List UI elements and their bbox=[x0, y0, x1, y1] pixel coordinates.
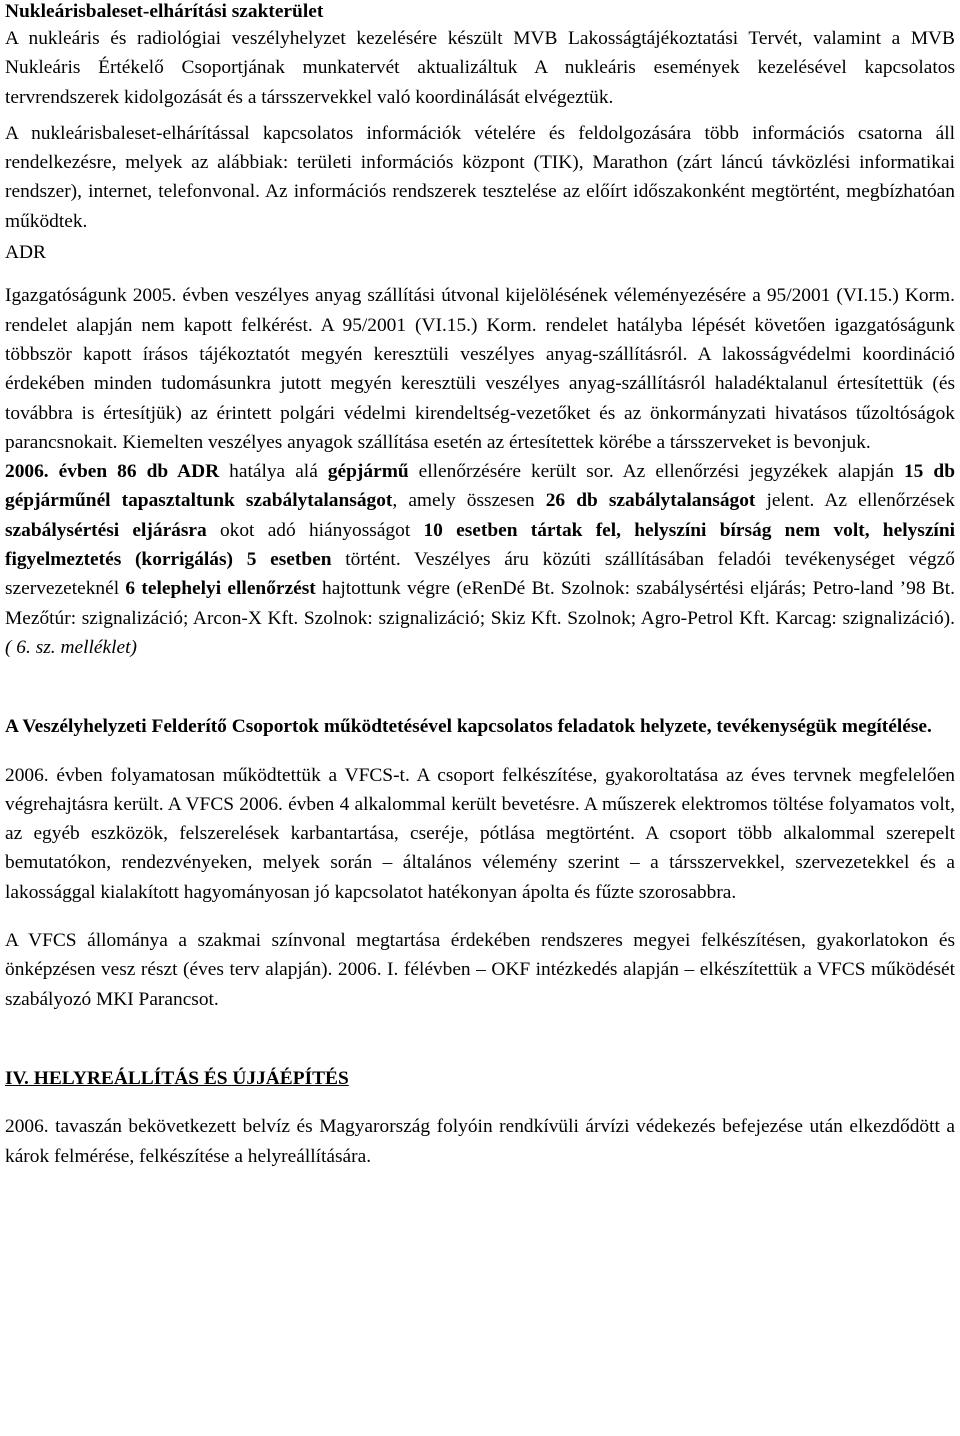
adr-site-inspections: 6 telephelyi ellenőrzést bbox=[125, 578, 316, 600]
paragraph-vfcs-training: A VFCS állománya a szakmai színvonal megtartása érdekében rendszeres megyei felkészítésen, gyakorlatokon és önképzésen vesz részt (éves terv alapján). 2006. I. félévben – OKF intézkedés alapján – elkészítettük a VFCS működését szabályozó MKI Parancsot. bbox=[5, 930, 955, 1010]
adr-vehicle-term: gépjármű bbox=[327, 461, 409, 483]
adr-irregular-vehicles: 15 db gépjárműnél tapasztaltunk szabálytalanságot bbox=[5, 461, 955, 512]
adr-case-summary: 10 esetben tártak fel, helyszíni bírság nem volt, helyszíni figyelmeztetés (korrigálás) 5 esetben bbox=[5, 519, 955, 571]
paragraph-restoration: 2006. tavaszán bekövetkezett belvíz és Magyarország folyóin rendkívüli árvízi védekezés befejezése után elkezdődött a károk felmérése, felkészítése a helyreállítására. bbox=[5, 1116, 955, 1167]
adr-annex-reference: ( 6. sz. melléklet) bbox=[5, 636, 137, 658]
adr-text-segment: hatálya alá bbox=[219, 461, 328, 483]
adr-text-segment: jelent. Az ellenőrzések bbox=[755, 490, 955, 512]
paragraph-vfcs-operation: 2006. évben folyamatosan működtettük a VFCS-t. A csoport felkészítése, gyakoroltatása az éves tervnek megfelelően végrehajtásra került. A VFCS 2006. évben 4 alkalommal került bevetésre. A műszerek elektromos töltése folyamatos volt, az egyéb eszközök, felszerelések karbantartása, cseréje, pótlása megtörtént. A csoport több alkalommal szerepelt bemutatókon, rendezvényeken, melyek során – általános vélemény szerint – a társszervekkel, szervezetekkel és a lakossággal kialakított hagyományosan jó kapcsolatot hatékonyan ápolta és fűzte szorosabbra. bbox=[5, 764, 955, 903]
adr-text-segment: hajtottunk végre (eRenDé Bt. Szolnok: szabálysértési eljárás; Petro-land ’98 Bt. Mezőtúr: szignalizáció; Arcon-X Kft. Szolnok: szignalizáció; Skiz Kft. Szolnok; Agro-Petrol Kft. Karcag: szignalizáció). bbox=[5, 578, 955, 629]
paragraph-adr-inspections bbox=[5, 457, 955, 662]
section-title-vfcs: A Veszélyhelyzeti Felderítő Csoportok működtetésével kapcsolatos feladatok helyzete, tevékenységük megítélése. bbox=[5, 716, 932, 738]
adr-text-segment: ellenőrzésére került sor. Az ellenőrzési jegyzékek alapján bbox=[408, 461, 904, 483]
section-title-adr: ADR bbox=[5, 242, 46, 264]
adr-text-segment: , amely összesen bbox=[392, 490, 546, 512]
section-title-nuclear: Nukleárisbaleset-elhárítási szakterület bbox=[5, 1, 324, 22]
paragraph-nuclear-plans: A nukleáris és radiológiai veszélyhelyzet kezelésére készült MVB Lakosságtájékoztatási Tervét, valamint a MVB Nukleáris Értékelő Csoportjának munkatervét aktualizáltuk A nukleáris események kezelésével kapcsolatos tervrendszerek kidolgozását és a társszervekkel való koordinálását elvégeztük. bbox=[5, 28, 955, 108]
paragraph-nuclear-information: A nukleárisbaleset-elhárítással kapcsolatos információk vételére és feldolgozására több információs csatorna áll rendelkezésre, melyek az alábbiak: területi információs központ (TIK), Marathon (zárt láncú távközlési informatikai rendszer), internet, telefonvonal. Az információs rendszerek tesztelése az előírt időszakonként megtörtént, megbízhatóan működtek. bbox=[5, 122, 955, 232]
adr-text-segment: történt. Veszélyes áru közúti szállításában feladói tevékenységet végző szervezeteknél bbox=[5, 549, 955, 600]
adr-inspection-count: 2006. évben 86 db ADR bbox=[5, 461, 220, 483]
adr-irregularity-total: 26 db szabálytalanságot bbox=[545, 490, 756, 512]
adr-text-segment: okot adó hiányosságot bbox=[206, 519, 424, 541]
section-title-restoration: IV. HELYREÁLLÍTÁS ÉS ÚJJÁÉPÍTÉS bbox=[5, 1067, 349, 1089]
adr-offence-procedure: szabálysértési eljárásra bbox=[5, 519, 207, 541]
paragraph-adr-route: Igazgatóságunk 2005. évben veszélyes anyag szállítási útvonal kijelölésének véleményezésére a 95/2001 (VI.15.) Korm. rendelet alapján nem kapott felkérést. A 95/2001 (VI.15.) Korm. rendelet hatályba lépését követően igazgatóságunk többször kapott írásos tájékoztatót megyén keresztüli veszélyes anyag-szállításról. A lakosságvédelmi koordináció érdekében minden tudomásunkra jutott megyén keresztüli veszélyes anyag-szállításról haladéktalanul értesítettük (és továbbra is értesítjük) az érintett polgári védelmi kirendeltség-vezetőket és az önkormányzati hivatásos tűzoltóságok parancsnokait. Kiemelten veszélyes anyagok szállítása esetén az értesítettek körébe a társszerveket is bevonjuk. bbox=[5, 285, 955, 453]
